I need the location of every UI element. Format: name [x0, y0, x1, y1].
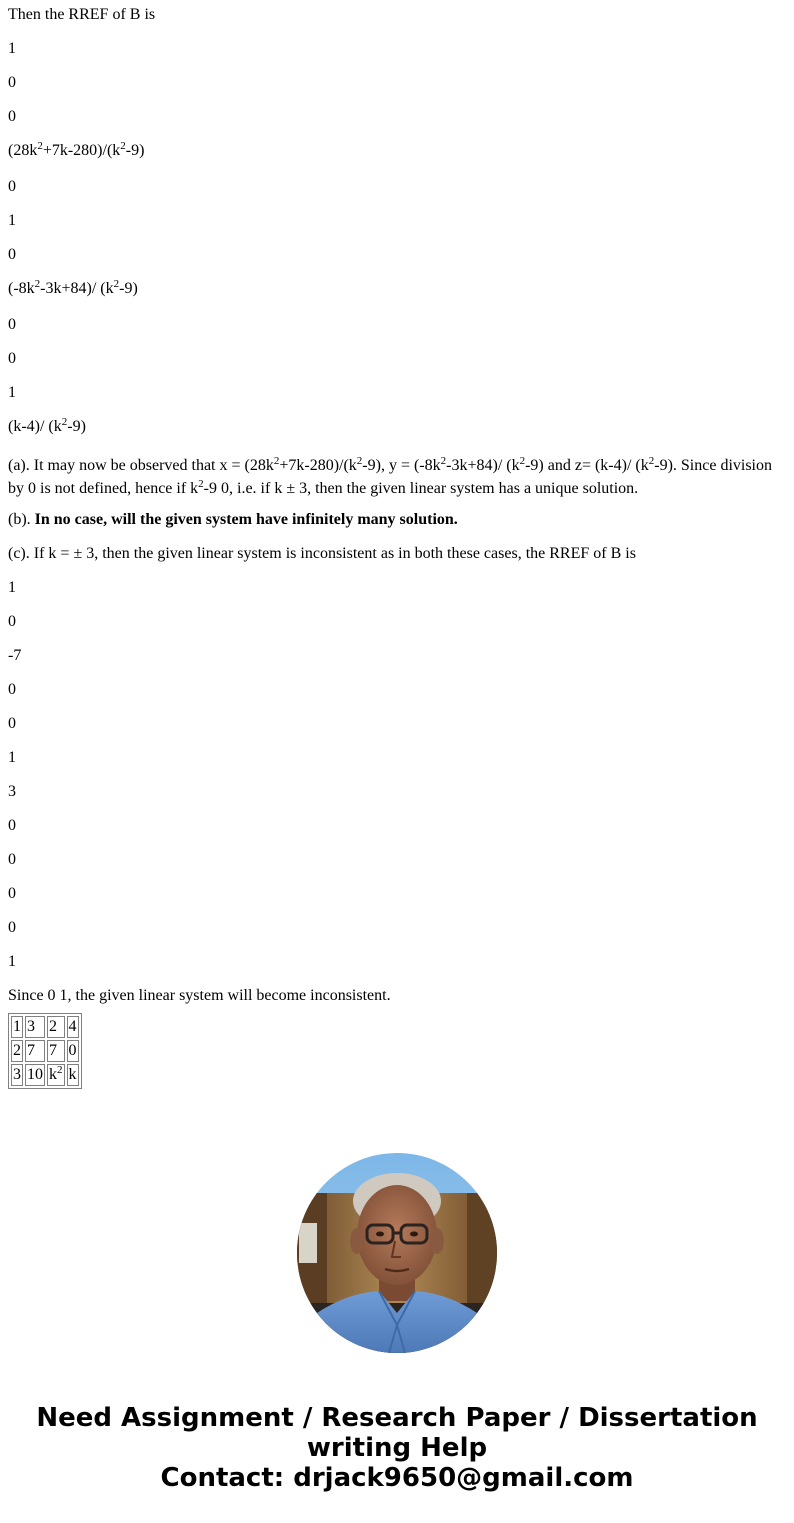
rref2-entry: 0: [8, 613, 16, 630]
rref-entry-fraction: (k-4)/ $(k^2-9)$: [8, 416, 86, 435]
table-cell: 7: [47, 1040, 65, 1062]
rref-entry-fraction: $(28k^2+7k-280)/(k^2-9)$: [8, 140, 145, 159]
rref2-entry: 3: [8, 783, 16, 800]
rref-entry: 0: [8, 350, 16, 367]
rref-entry: 1: [8, 40, 16, 57]
banner-line: Need Assignment / Research Paper / Dissertation: [36, 1403, 758, 1433]
rref2-entry: 1: [8, 579, 16, 596]
rref-entry: 0: [8, 316, 16, 333]
author-photo: [297, 1153, 497, 1353]
rref-entry: 0: [8, 178, 16, 195]
rref2-entry: 1: [8, 749, 16, 766]
contact-line: Contact: drjack9650@gmail.com: [160, 1463, 634, 1493]
table-cell: 0: [67, 1040, 79, 1062]
rref-entry: 0: [8, 108, 16, 125]
table-row: [11, 1040, 79, 1062]
avatar: [297, 1153, 497, 1353]
rref-entry: 1: [8, 384, 16, 401]
augmented-matrix-table: [8, 1013, 82, 1089]
part-a-paragraph: (a). It may now be observed that $x = (28k^2+7k-280)/(k^2-9)$, $y = (-8k^2-3k+84)/$ $(k^2-9)$ and z= (k-4)/ $(k^2-9)$. Since division by 0 is not defined, hence if $k^2-9$ 0, i.e. if k ± 3, then the given linear system has a unique solution.: [8, 455, 772, 497]
table-cell: 2: [11, 1040, 23, 1062]
rref2-entry: 0: [8, 919, 16, 936]
rref2-entry: 0: [8, 851, 16, 868]
table-row: [11, 1016, 79, 1038]
rref-entry: 0: [8, 74, 16, 91]
conclusion-text: Since 0 1, the given linear system will become inconsistent.: [8, 987, 391, 1004]
table-cell: 3: [25, 1016, 45, 1038]
rref-entry: 1: [8, 212, 16, 229]
rref2-entry: 0: [8, 681, 16, 698]
rref2-entry: 0: [8, 885, 16, 902]
rref2-entry: 0: [8, 817, 16, 834]
table-cell: 10: [25, 1064, 45, 1086]
intro-text: Then the RREF of B is: [8, 6, 156, 23]
part-c-paragraph: (c). If k = ± 3, then the given linear system is inconsistent as in both these cases, the RREF of B is: [8, 545, 636, 562]
table-cell: 2: [47, 1016, 65, 1038]
table-cell: 3: [11, 1064, 23, 1086]
table-cell: $k^2$: [47, 1064, 65, 1086]
table-cell: 4: [67, 1016, 79, 1038]
rref2-entry: 1: [8, 953, 16, 970]
rref-entry: 0: [8, 246, 16, 263]
banner-line: writing Help: [306, 1433, 488, 1463]
help-banner: [0, 1403, 794, 1493]
table-cell: 1: [11, 1016, 23, 1038]
rref2-entry: 0: [8, 715, 16, 732]
table-row: [11, 1064, 79, 1086]
rref2-entry: -7: [8, 647, 22, 664]
part-b-answer: In no case, will the given system have infinitely many solution.: [34, 511, 458, 528]
part-b-paragraph: (b). In no case, will the given system have infinitely many solution.: [8, 511, 458, 528]
table-cell: 7: [25, 1040, 45, 1062]
table-cell: k: [67, 1064, 79, 1086]
rref-entry-fraction: $(-8k^2-3k+84)/$ $(k^2-9)$: [8, 278, 138, 297]
